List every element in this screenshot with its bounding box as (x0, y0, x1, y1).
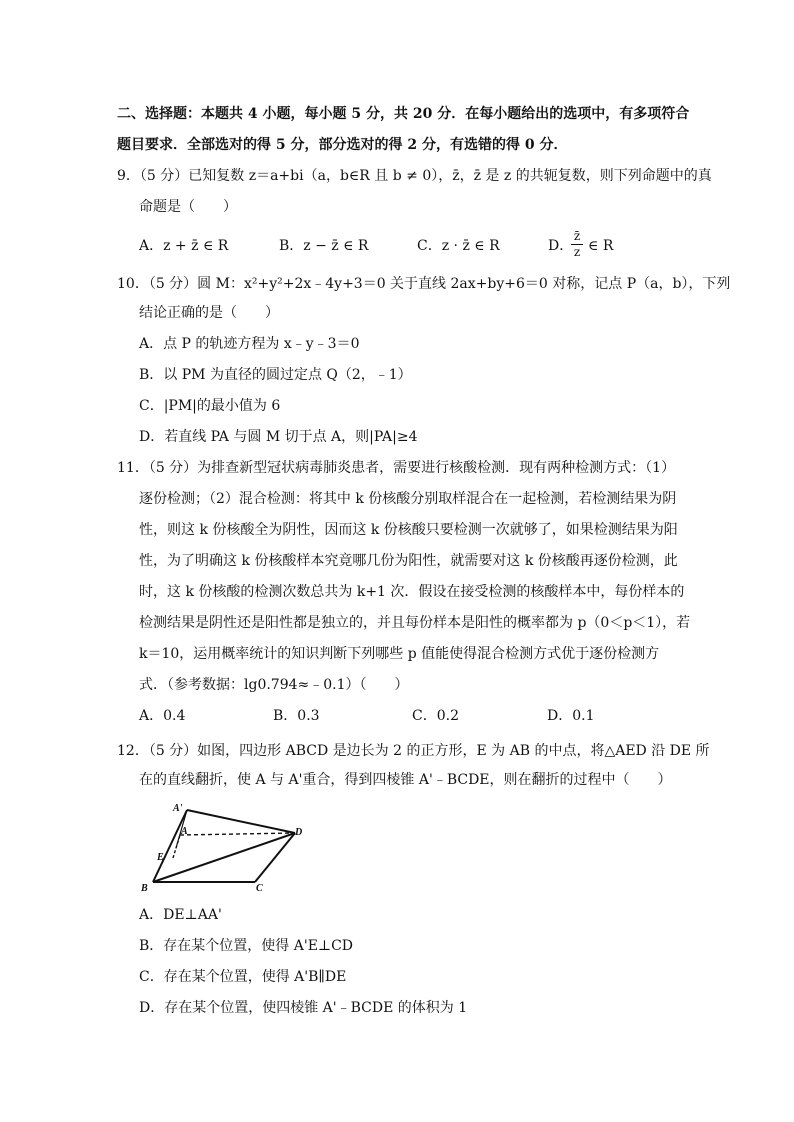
q12-option-d: D．存在某个位置，使四棱锥 A'﹣BCDE 的体积为 1 (139, 1000, 468, 1016)
q10-option-c: C．|PM|的最小值为 6 (139, 398, 281, 414)
q12-option-a: A．DE⊥AA' (139, 907, 222, 923)
q11-option-a: A．0.4 (139, 708, 186, 724)
q11-stem-line8: 式．（参考数据：lg0.794≈﹣0.1）（ ） (139, 677, 409, 693)
q9-option-a: A．z + z̄ ∈ R (139, 238, 229, 254)
q9-option-d-numerator: z̄ (573, 229, 581, 243)
q11-stem-line5: 时，这 k 份核酸的检测次数总共为 k+1 次．假设在接受检测的核酸样本中，每份样本的 (139, 584, 685, 600)
label-b: B (141, 883, 148, 894)
label-d: D (295, 827, 303, 838)
q10-option-d: D．若直线 PA 与圆 M 切于点 A，则|PA|≥4 (139, 429, 418, 445)
edge-aprime-d (187, 810, 295, 833)
section-heading-line1: 二、选择题：本题共 4 小题，每小题 5 分，共 20 分．在每小题给出的选项中，有多项符合 (117, 106, 690, 122)
edge-a-d-hidden (180, 833, 295, 835)
q11-option-d: D．0.1 (547, 708, 595, 724)
q11-stem-line6: 检测结果是阴性还是阳性都是独立的，并且每份样本是阳性的概率都为 p（0＜p＜1），若 (139, 615, 691, 631)
label-e: E (157, 852, 164, 863)
q9-stem-line2: 命题是（ ） (139, 199, 237, 215)
q9-option-d-tail: ∈ R (588, 238, 614, 254)
q9-option-d-denominator: z (573, 245, 581, 259)
pyramid-figure (135, 800, 305, 895)
q12-stem-line2: 在的直线翻折，使 A 与 A'重合，得到四棱锥 A'﹣BCDE，则在翻折的过程中（ ） (139, 772, 672, 788)
q9-option-b: B．z − z̄ ∈ R (279, 238, 369, 254)
q12-stem-line1: 12．（5 分）如图，四边形 ABCD 是边长为 2 的正方形，E 为 AB 的中点，将△AED 沿 DE 所 (117, 743, 710, 759)
q12-option-c: C．存在某个位置，使得 A'B∥DE (139, 969, 347, 985)
q11-stem-line2: 逐份检测；（2）混合检测：将其中 k 份核酸分别取样混合在一起检测，若检测结果为阴 (139, 491, 677, 507)
section-heading-line2: 题目要求．全部选对的得 5 分，部分选对的得 2 分，有选错的得 0 分． (117, 137, 568, 153)
q10-stem-line2: 结论正确的是（ ） (139, 305, 279, 321)
q11-stem-line3: 性，则这 k 份核酸全为阴性，因而这 k 份核酸只要检测一次就够了，如果检测结果为阳 (139, 522, 678, 538)
q11-stem-line7: k＝10，运用概率统计的知识判断下列哪些 p 值能使得混合检测方式优于逐份检测方 (139, 646, 660, 662)
q12-option-b: B．存在某个位置，使得 A'E⊥CD (139, 938, 354, 954)
q10-option-a: A．点 P 的轨迹方程为 x﹣y﹣3＝0 (139, 336, 360, 352)
q9-option-d-label: D． (548, 238, 574, 254)
q11-stem-line4: 性，为了明确这 k 份核酸样本究竟哪几份为阳性，就需要对这 k 份核酸再逐份检测，此 (139, 553, 678, 569)
q9-stem-line1: 9．（5 分）已知复数 z＝a+bi（a，b∈R 且 b ≠ 0），z̄，z̄ 是 z 的共轭复数，则下列命题中的真 (117, 168, 712, 184)
q11-option-b: B．0.3 (273, 708, 320, 724)
q11-stem-line1: 11．（5 分）为排查新型冠状病毒肺炎患者，需要进行核酸检测．现有两种检测方式：（1） (117, 460, 676, 476)
q10-stem-line1: 10．（5 分）圆 M：x²+y²+2x﹣4y+3＝0 关于直线 2ax+by+6＝0 对称，记点 P（a，b），下列 (117, 276, 731, 292)
label-a-prime: A' (173, 803, 183, 814)
q11-option-c: C．0.2 (412, 708, 459, 724)
q9-option-d-fraction (571, 230, 583, 259)
q10-option-b: B．以 PM 为直径的圆过定点 Q（2，﹣1） (139, 367, 412, 383)
label-c: C (256, 883, 263, 894)
q9-option-c: C．z · z̄ ∈ R (417, 238, 500, 254)
edge-be-d (153, 833, 295, 882)
label-a: A (181, 826, 188, 837)
